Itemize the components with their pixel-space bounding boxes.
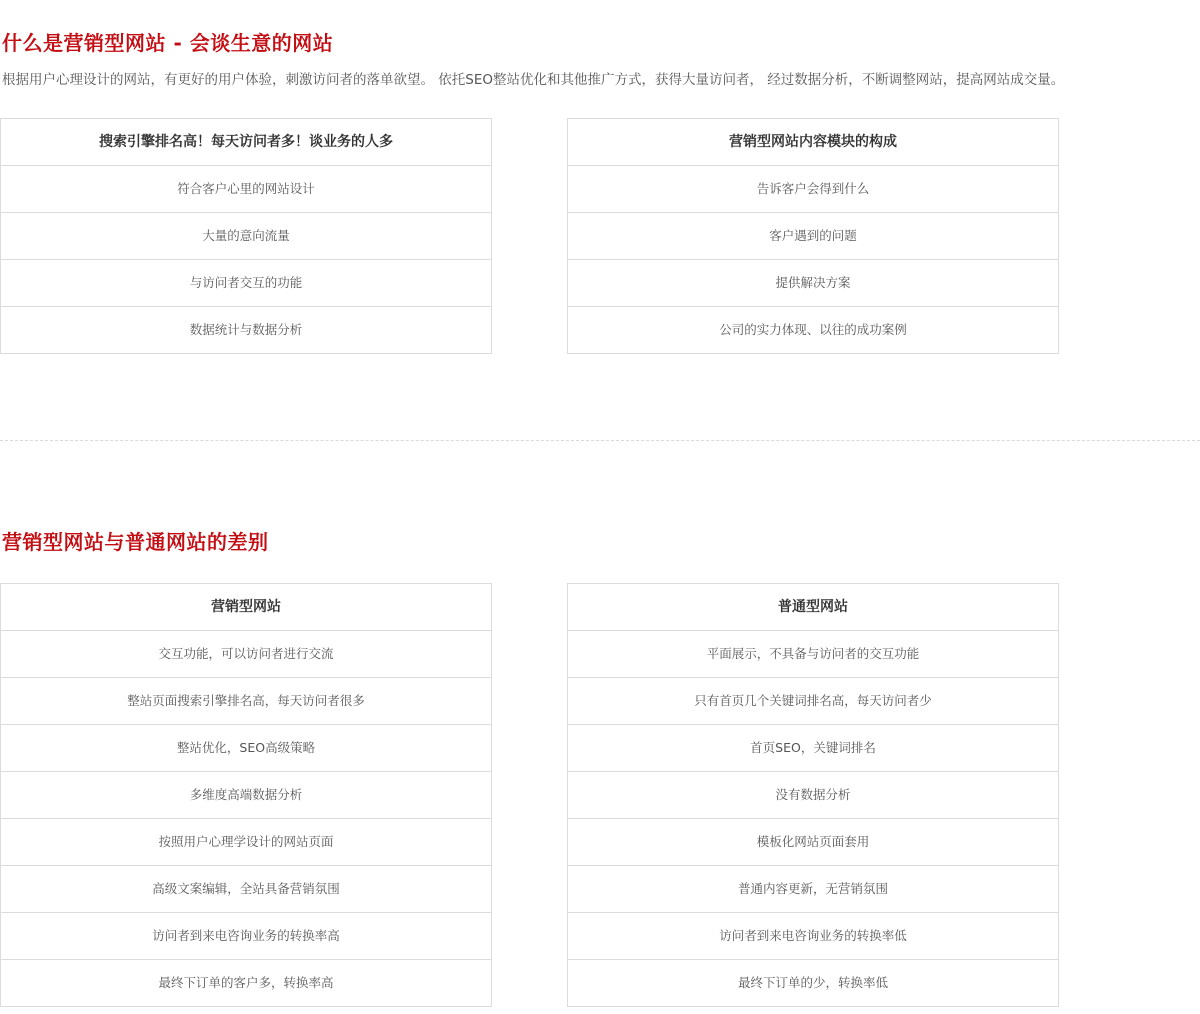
table-row: 大量的意向流量 [1, 212, 491, 259]
table-header: 营销型网站 [211, 599, 281, 615]
table-row: 整站页面搜索引擎排名高，每天访问者很多 [1, 677, 491, 724]
marketing-site-table [0, 583, 492, 1007]
table-row: 告诉客户会得到什么 [568, 165, 1058, 212]
table-header: 营销型网站内容模块的构成 [729, 134, 897, 150]
table-row: 提供解决方案 [568, 259, 1058, 306]
table-row: 符合客户心里的网站设计 [1, 165, 491, 212]
table-row: 与访问者交互的功能 [1, 259, 491, 306]
table-row: 只有首页几个关键词排名高，每天访问者少 [568, 677, 1058, 724]
intro-paragraph: 根据用户心理设计的网站，有更好的用户体验，刺激访问者的落单欲望。 依托SEO整站优化和其他推广方式，获得大量访问者， 经过数据分析，不断调整网站，提高网站成交量。 [2, 72, 1065, 88]
benefits-table [0, 118, 492, 354]
table-row: 访问者到来电咨询业务的转换率高 [1, 912, 491, 959]
dashed-divider [0, 440, 1200, 441]
table-row: 数据统计与数据分析 [1, 306, 491, 353]
table-row: 整站优化，SEO高级策略 [1, 724, 491, 771]
table-row: 最终下订单的客户多，转换率高 [1, 959, 491, 1006]
content-modules-table [567, 118, 1059, 354]
ordinary-site-table [567, 583, 1059, 1007]
table-row: 按照用户心理学设计的网站页面 [1, 818, 491, 865]
section-title-what-is-marketing-site: 什么是营销型网站 - 会谈生意的网站 [2, 31, 334, 55]
table-row: 高级文案编辑，全站具备营销氛围 [1, 865, 491, 912]
table-row: 首页SEO，关键词排名 [568, 724, 1058, 771]
table-row: 访问者到来电咨询业务的转换率低 [568, 912, 1058, 959]
table-row: 公司的实力体现、以往的成功案例 [568, 306, 1058, 353]
table-row: 模板化网站页面套用 [568, 818, 1058, 865]
table-row: 普通内容更新，无营销氛围 [568, 865, 1058, 912]
table-header: 搜索引擎排名高！每天访问者多！谈业务的人多 [99, 134, 393, 150]
table-row: 客户遇到的问题 [568, 212, 1058, 259]
table-row: 交互功能，可以访问者进行交流 [1, 630, 491, 677]
table-row: 平面展示，不具备与访问者的交互功能 [568, 630, 1058, 677]
table-header: 普通型网站 [778, 599, 848, 615]
table-row: 最终下订单的少，转换率低 [568, 959, 1058, 1006]
section-title-difference: 营销型网站与普通网站的差别 [2, 530, 269, 554]
table-row: 多维度高端数据分析 [1, 771, 491, 818]
table-row: 没有数据分析 [568, 771, 1058, 818]
